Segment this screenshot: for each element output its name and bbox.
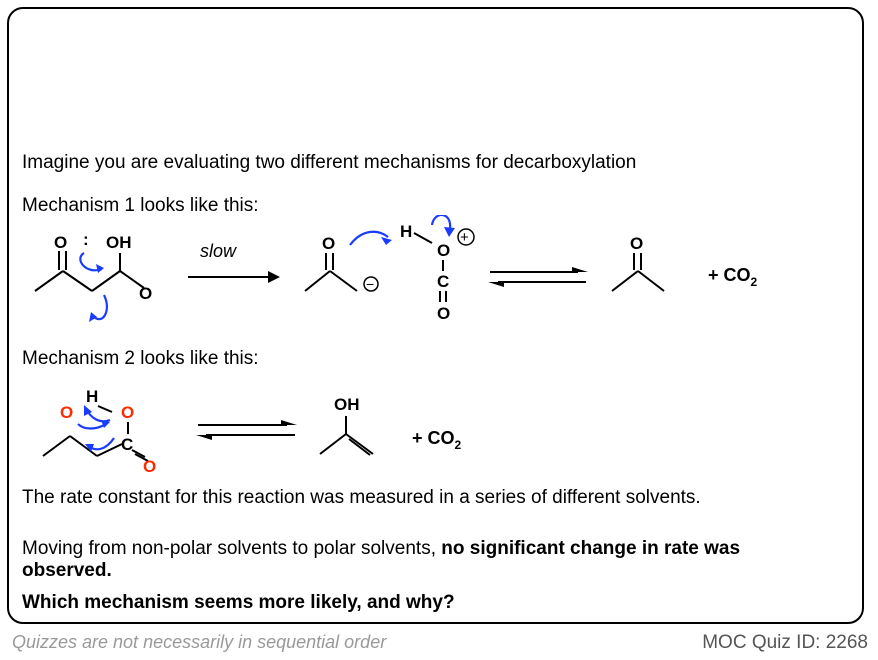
co2-carbon: C	[437, 272, 450, 291]
plus-charge: +	[460, 229, 469, 246]
chelate-hydroxyl-oxygen: O	[121, 403, 135, 422]
plus-co2-2: + $CO_2$	[412, 428, 462, 452]
oxonium-oxygen: O	[437, 241, 451, 260]
observation-plain: Moving from non-polar solvents to polar solvents,	[22, 538, 436, 559]
question-text: Which mechanism seems more likely, and why?	[22, 592, 455, 613]
chelate-carbonyl-oxygen: O	[143, 457, 157, 476]
intro-text: Imagine you are evaluating two different mechanisms for decarboxylation	[22, 152, 637, 173]
enol-hydroxyl: OH	[334, 395, 360, 414]
mechanism-1-scheme	[0, 215, 878, 330]
proton-h: H	[400, 222, 413, 241]
hydroxyl: OH	[106, 233, 132, 252]
minus-charge: −	[366, 276, 375, 292]
chelate-hydrogen: H	[86, 387, 99, 406]
quiz-id: MOC Quiz ID: 2268	[702, 632, 868, 653]
co2-oxygen: O	[437, 304, 451, 323]
enolate-oxygen: O	[322, 234, 336, 253]
observation-bold: no significant change in rate was observed.	[22, 538, 741, 581]
slow-label: slow	[200, 241, 237, 261]
rate-constant-text: The rate constant for this reaction was measured in a series of different solvents.	[22, 487, 701, 508]
mechanism-2-scheme	[0, 378, 878, 478]
lone-pair: :	[83, 230, 89, 249]
mechanism-2-label: Mechanism 2 looks like this:	[22, 348, 259, 369]
carbonyl-oxygen: O	[139, 284, 153, 303]
mechanism-1-label: Mechanism 1 looks like this:	[22, 195, 259, 216]
acetone-oxygen: O	[630, 234, 644, 253]
chelate-ketone-oxygen: O	[60, 403, 74, 422]
footer-note: Quizzes are not necessarily in sequential order	[12, 632, 387, 652]
ketone-oxygen: O	[54, 233, 68, 252]
observation-text	[22, 538, 762, 582]
chelate-carbon: C	[121, 435, 134, 454]
plus-co2-1: + $CO_2$	[708, 265, 758, 289]
